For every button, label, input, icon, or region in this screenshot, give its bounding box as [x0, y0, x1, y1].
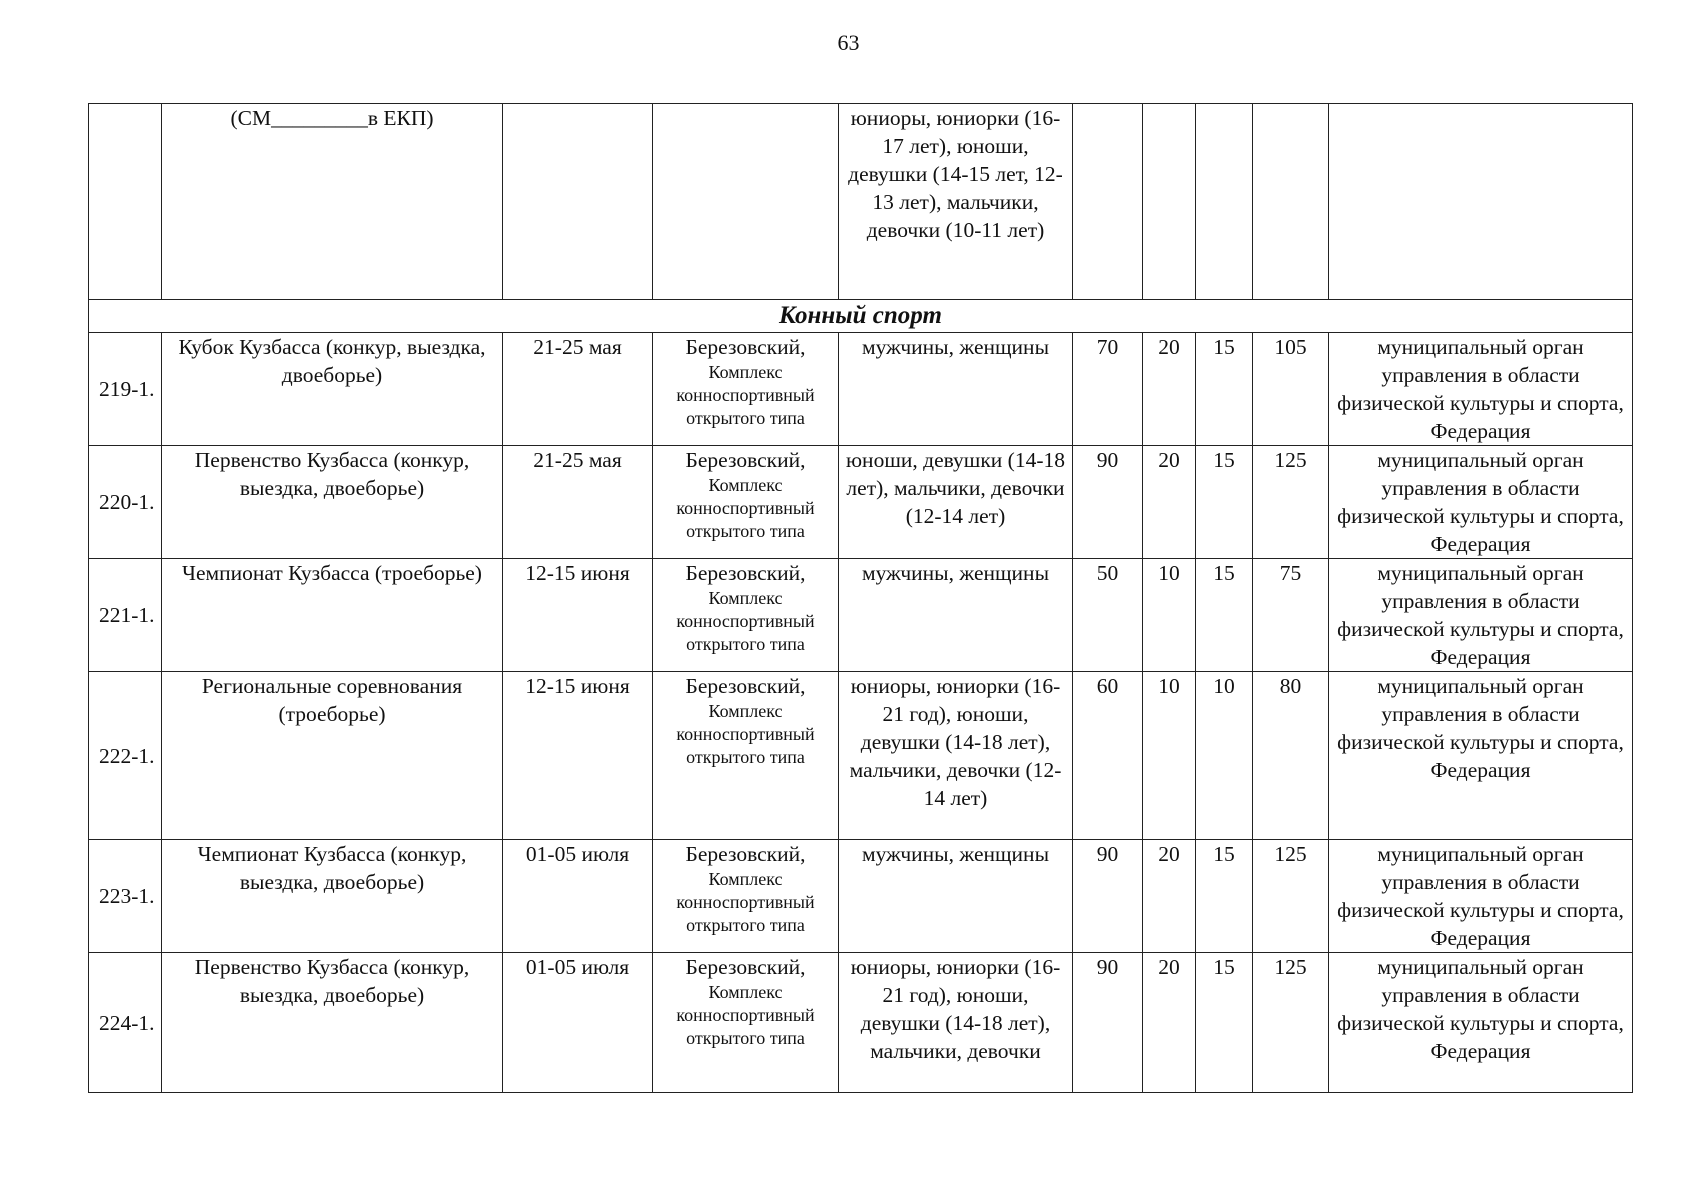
cell-organizer: муниципальный орган управления в области физической культуры и спорта, Федерация	[1329, 840, 1633, 953]
table-row	[89, 840, 1633, 953]
cell-number: 223-1.	[89, 840, 162, 953]
venue-detail: Комплекс конноспортивный открытого типа	[676, 362, 815, 428]
cell-count-2: 20	[1143, 840, 1196, 953]
cell-count-3: 10	[1196, 672, 1253, 840]
cell-count-total	[1253, 104, 1329, 300]
cell-date	[503, 104, 653, 300]
table-row	[89, 953, 1633, 1093]
cell-event-name: Кубок Кузбасса (конкур, выездка, двоеборье)	[162, 333, 503, 446]
venue-detail: Комплекс конноспортивный открытого типа	[676, 588, 815, 654]
cell-venue	[653, 446, 839, 559]
venue-city: Березовский,	[685, 448, 806, 472]
cell-count-2: 10	[1143, 559, 1196, 672]
cell-venue	[653, 333, 839, 446]
cell-count-2: 20	[1143, 953, 1196, 1093]
cell-count-1: 90	[1073, 840, 1143, 953]
cell-venue	[653, 559, 839, 672]
cell-organizer: муниципальный орган управления в области физической культуры и спорта, Федерация	[1329, 446, 1633, 559]
venue-detail: Комплекс конноспортивный открытого типа	[676, 869, 815, 935]
page-number: 63	[837, 30, 860, 55]
cell-count-3: 15	[1196, 953, 1253, 1093]
cell-number: 222-1.	[89, 672, 162, 840]
cell-organizer: муниципальный орган управления в области физической культуры и спорта, Федерация	[1329, 333, 1633, 446]
cell-participants: мужчины, женщины	[839, 333, 1073, 446]
cell-count-total: 105	[1253, 333, 1329, 446]
cell-participants: юниоры, юниорки (16-21 год), юноши, девушки (14-18 лет), мальчики, девочки	[839, 953, 1073, 1093]
cell-venue	[653, 840, 839, 953]
cell-count-2: 10	[1143, 672, 1196, 840]
cell-event-name: (СМ_________в ЕКП)	[162, 104, 503, 300]
cell-organizer: муниципальный орган управления в области физической культуры и спорта, Федерация	[1329, 672, 1633, 840]
cell-count-1: 90	[1073, 446, 1143, 559]
cell-number: 221-1.	[89, 559, 162, 672]
section-title: Конный спорт	[89, 300, 1633, 333]
cell-date: 12-15 июня	[503, 559, 653, 672]
cell-date: 21-25 мая	[503, 446, 653, 559]
cell-participants: юниоры, юниорки (16-21 год), юноши, девушки (14-18 лет), мальчики, девочки (12-14 лет)	[839, 672, 1073, 840]
cell-participants: юниоры, юниорки (16-17 лет), юноши, девушки (14-15 лет, 12-13 лет), мальчики, девочки (10-11 лет)	[839, 104, 1073, 300]
cell-participants: мужчины, женщины	[839, 559, 1073, 672]
event-rows	[89, 333, 1633, 1093]
cell-count-total: 75	[1253, 559, 1329, 672]
cell-count-total: 80	[1253, 672, 1329, 840]
events-schedule-table	[88, 103, 1633, 1093]
cell-count-total: 125	[1253, 840, 1329, 953]
cell-organizer: муниципальный орган управления в области физической культуры и спорта, Федерация	[1329, 953, 1633, 1093]
cell-venue	[653, 672, 839, 840]
cell-count-2: 20	[1143, 446, 1196, 559]
cell-venue	[653, 104, 839, 300]
cell-organizer	[1329, 104, 1633, 300]
table-row	[89, 333, 1633, 446]
table-row	[89, 672, 1633, 840]
table-row	[89, 446, 1633, 559]
cell-number: 220-1.	[89, 446, 162, 559]
cell-count-3: 15	[1196, 446, 1253, 559]
cell-event-name: Региональные соревнования (троеборье)	[162, 672, 503, 840]
cell-count-3	[1196, 104, 1253, 300]
cell-participants: юноши, девушки (14-18 лет), мальчики, девочки (12-14 лет)	[839, 446, 1073, 559]
cell-number	[89, 104, 162, 300]
venue-city: Березовский,	[685, 335, 806, 359]
cell-count-1: 60	[1073, 672, 1143, 840]
cell-event-name: Первенство Кузбасса (конкур, выездка, двоеборье)	[162, 446, 503, 559]
venue-city: Березовский,	[685, 561, 806, 585]
cell-count-1: 90	[1073, 953, 1143, 1093]
cell-event-name: Первенство Кузбасса (конкур, выездка, двоеборье)	[162, 953, 503, 1093]
cell-count-1: 70	[1073, 333, 1143, 446]
table-row	[89, 559, 1633, 672]
section-header-row	[89, 300, 1633, 333]
cell-event-name: Чемпионат Кузбасса (троеборье)	[162, 559, 503, 672]
venue-detail: Комплекс конноспортивный открытого типа	[676, 475, 815, 541]
table-row-continuation	[89, 104, 1633, 300]
venue-detail: Комплекс конноспортивный открытого типа	[676, 982, 815, 1048]
cell-count-2	[1143, 104, 1196, 300]
cell-count-total: 125	[1253, 953, 1329, 1093]
cell-count-3: 15	[1196, 840, 1253, 953]
venue-city: Березовский,	[685, 674, 806, 698]
cell-date: 01-05 июля	[503, 953, 653, 1093]
venue-city: Березовский,	[685, 842, 806, 866]
cell-date: 12-15 июня	[503, 672, 653, 840]
cell-count-2: 20	[1143, 333, 1196, 446]
cell-count-3: 15	[1196, 559, 1253, 672]
cell-count-1	[1073, 104, 1143, 300]
cell-count-1: 50	[1073, 559, 1143, 672]
cell-count-3: 15	[1196, 333, 1253, 446]
cell-organizer: муниципальный орган управления в области физической культуры и спорта, Федерация	[1329, 559, 1633, 672]
venue-city: Березовский,	[685, 955, 806, 979]
cell-number: 219-1.	[89, 333, 162, 446]
cell-date: 01-05 июля	[503, 840, 653, 953]
cell-participants: мужчины, женщины	[839, 840, 1073, 953]
cell-date: 21-25 мая	[503, 333, 653, 446]
cell-event-name: Чемпионат Кузбасса (конкур, выездка, двоеборье)	[162, 840, 503, 953]
cell-venue	[653, 953, 839, 1093]
venue-detail: Комплекс конноспортивный открытого типа	[676, 701, 815, 767]
cell-number: 224-1.	[89, 953, 162, 1093]
cell-count-total: 125	[1253, 446, 1329, 559]
